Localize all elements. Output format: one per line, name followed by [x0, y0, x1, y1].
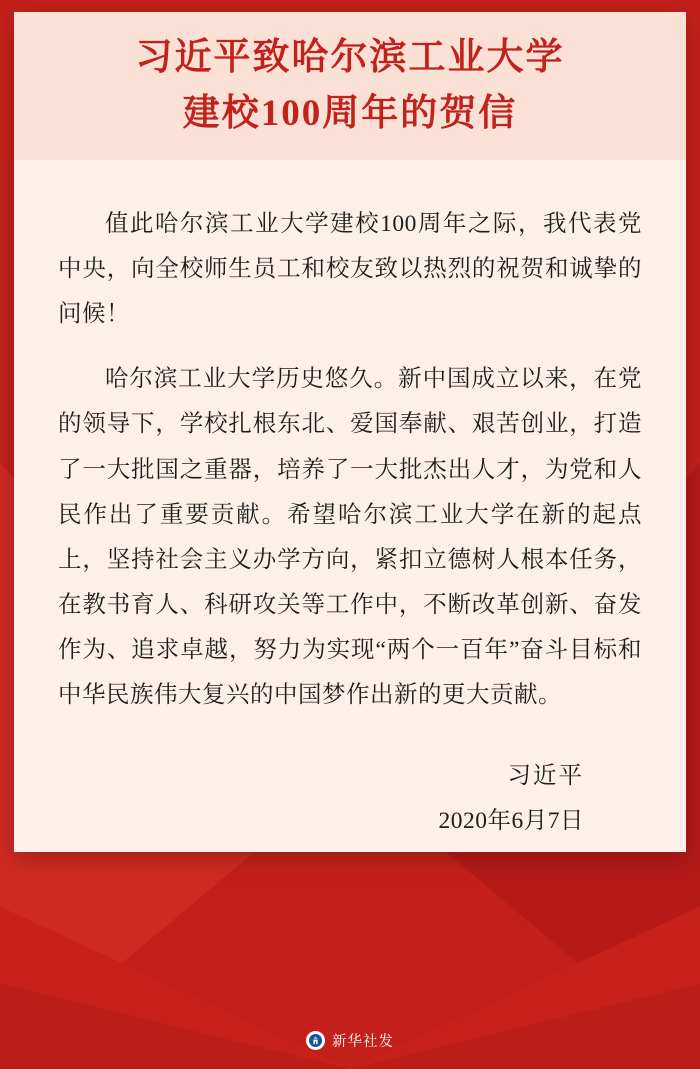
letter-body — [14, 160, 686, 852]
letter-card — [14, 12, 686, 852]
footer-credit — [0, 1030, 700, 1051]
signature-name: 习近平 — [507, 763, 584, 790]
xinhua-logo-icon — [306, 1031, 325, 1050]
signature-date: 2020年6月7日 — [438, 807, 584, 834]
footer-credit-text: 新华社发 — [332, 1034, 394, 1050]
page-title-line-1: 习近平致哈尔滨工业大学 — [135, 37, 565, 78]
letter-paragraph-1: 值此哈尔滨工业大学建校100周年之际，我代表党中央，向全校师生员工和校友致以热烈的祝贺和诚挚的问候！ — [58, 211, 642, 328]
letter-paragraph-2: 哈尔滨工业大学历史悠久。新中国成立以来，在党的领导下，学校扎根东北、爱国奉献、艰苦创业，打造了一大批国之重器，培养了一大批杰出人才，为党和人民作出了重要贡献。希望哈尔滨工业大学在新的起点上，坚持社会主义办学方向，紧扣立德树人根本任务，在教书育人、科研攻关等工作中，不断改革创新、奋发作为、追求卓越，努力为实现“两个一百年”奋斗目标和中华民族伟大复兴的中国梦作出新的更大贡献。 — [58, 366, 642, 709]
page-title-line-2: 建校100周年的贺信 — [182, 93, 518, 135]
signature-block — [58, 754, 642, 843]
title-band — [14, 12, 686, 160]
